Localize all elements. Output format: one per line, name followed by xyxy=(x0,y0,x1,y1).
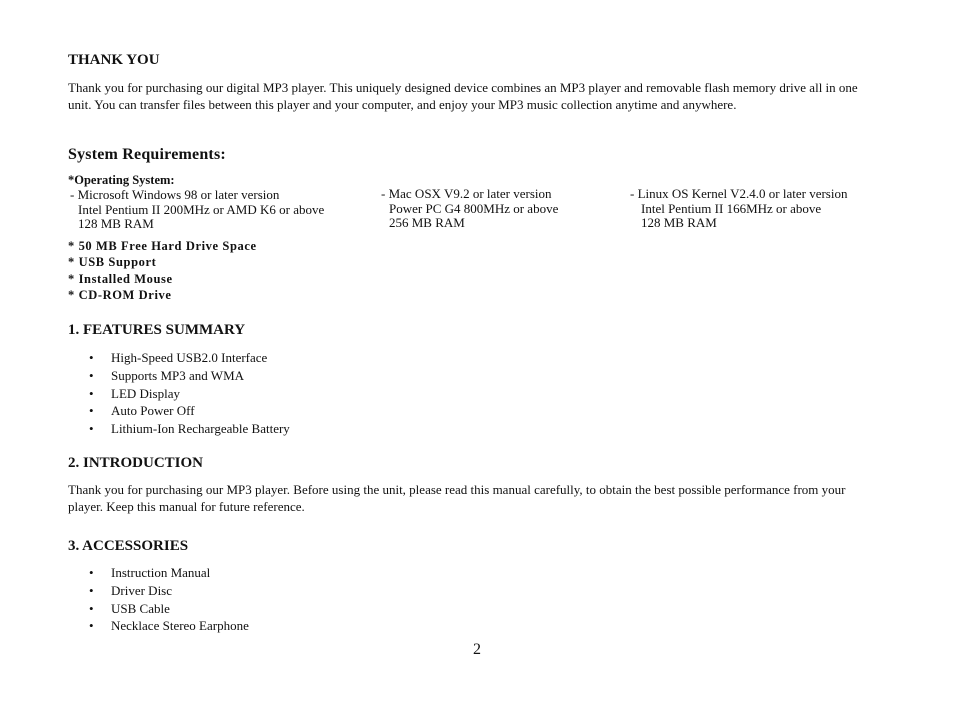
introduction-paragraph: Thank you for purchasing our MP3 player. Before using the unit, please read this manual carefully, to obtain the best possible performance from your player. Keep this manual for future reference. xyxy=(68,482,846,514)
os-mac-line1: - Mac OSX V9.2 or later version xyxy=(381,186,552,201)
accessory-label: Driver Disc xyxy=(111,582,173,598)
accessory-label: USB Cable xyxy=(111,600,170,616)
list-item xyxy=(68,367,290,385)
bullet-icon: • xyxy=(89,600,94,616)
features-heading: 1. FEATURES SUMMARY xyxy=(68,322,246,338)
os-mac-line3: 256 MB RAM xyxy=(389,215,465,230)
operating-system-label: *Operating System: xyxy=(68,173,175,187)
os-column-linux xyxy=(630,187,890,231)
thank-you-heading: THANK YOU xyxy=(68,52,160,68)
feature-label: High-Speed USB2.0 Interface xyxy=(111,350,268,365)
os-linux-line2: Intel Pentium II 166MHz or above xyxy=(641,200,822,216)
bullet-icon: • xyxy=(89,582,94,598)
os-windows-line1: - Microsoft Windows 98 or later version xyxy=(70,187,280,202)
accessories-heading: 3. ACCESSORIES xyxy=(68,538,189,554)
feature-label: Lithium-Ion Rechargeable Battery xyxy=(111,421,290,437)
list-item xyxy=(68,600,249,618)
page-number: 2 xyxy=(473,641,481,658)
thank-you-paragraph: Thank you for purchasing our digital MP3 player. This uniquely designed device combines an MP3 player and removable flash memory drive all in one unit. You can transfer files between this player and your computer, and enjoy your MP3 music collection anytime and anywhere. xyxy=(68,80,858,112)
bullet-icon: • xyxy=(89,350,94,365)
list-item xyxy=(68,617,249,635)
requirement-item: * 50 MB Free Hard Drive Space xyxy=(68,239,257,253)
feature-label: Auto Power Off xyxy=(111,403,195,419)
accessory-label: Necklace Stereo Earphone xyxy=(111,618,249,634)
feature-label: Supports MP3 and WMA xyxy=(111,367,245,383)
list-item xyxy=(68,420,290,438)
requirement-item: * Installed Mouse xyxy=(68,271,173,286)
feature-label: LED Display xyxy=(111,385,180,401)
bullet-icon: • xyxy=(89,403,94,419)
os-linux-line1: - Linux OS Kernel V2.4.0 or later version xyxy=(630,186,848,201)
list-item xyxy=(68,582,249,600)
requirements-list xyxy=(68,238,257,303)
bullet-icon: • xyxy=(89,385,94,401)
os-column-mac xyxy=(381,187,621,231)
list-item xyxy=(68,349,290,367)
requirement-item: * CD-ROM Drive xyxy=(68,287,172,302)
list-item xyxy=(68,564,249,582)
list-item xyxy=(68,402,290,420)
os-windows-line2: Intel Pentium II 200MHz or AMD K6 or above xyxy=(78,201,325,217)
bullet-icon: • xyxy=(89,565,94,580)
introduction-heading: 2. INTRODUCTION xyxy=(68,455,204,471)
features-list xyxy=(68,349,290,438)
list-item xyxy=(68,385,290,403)
bullet-icon: • xyxy=(89,367,94,383)
bullet-icon: • xyxy=(89,618,94,634)
os-column-windows xyxy=(70,188,370,232)
system-requirements-heading: System Requirements: xyxy=(68,146,226,163)
os-linux-line3: 128 MB RAM xyxy=(641,215,717,230)
bullet-icon: • xyxy=(89,421,94,437)
accessories-list xyxy=(68,564,249,635)
os-mac-line2: Power PC G4 800MHz or above xyxy=(389,200,559,216)
os-windows-line3: 128 MB RAM xyxy=(78,216,154,231)
requirement-item: * USB Support xyxy=(68,255,157,270)
accessory-label: Instruction Manual xyxy=(111,565,211,580)
